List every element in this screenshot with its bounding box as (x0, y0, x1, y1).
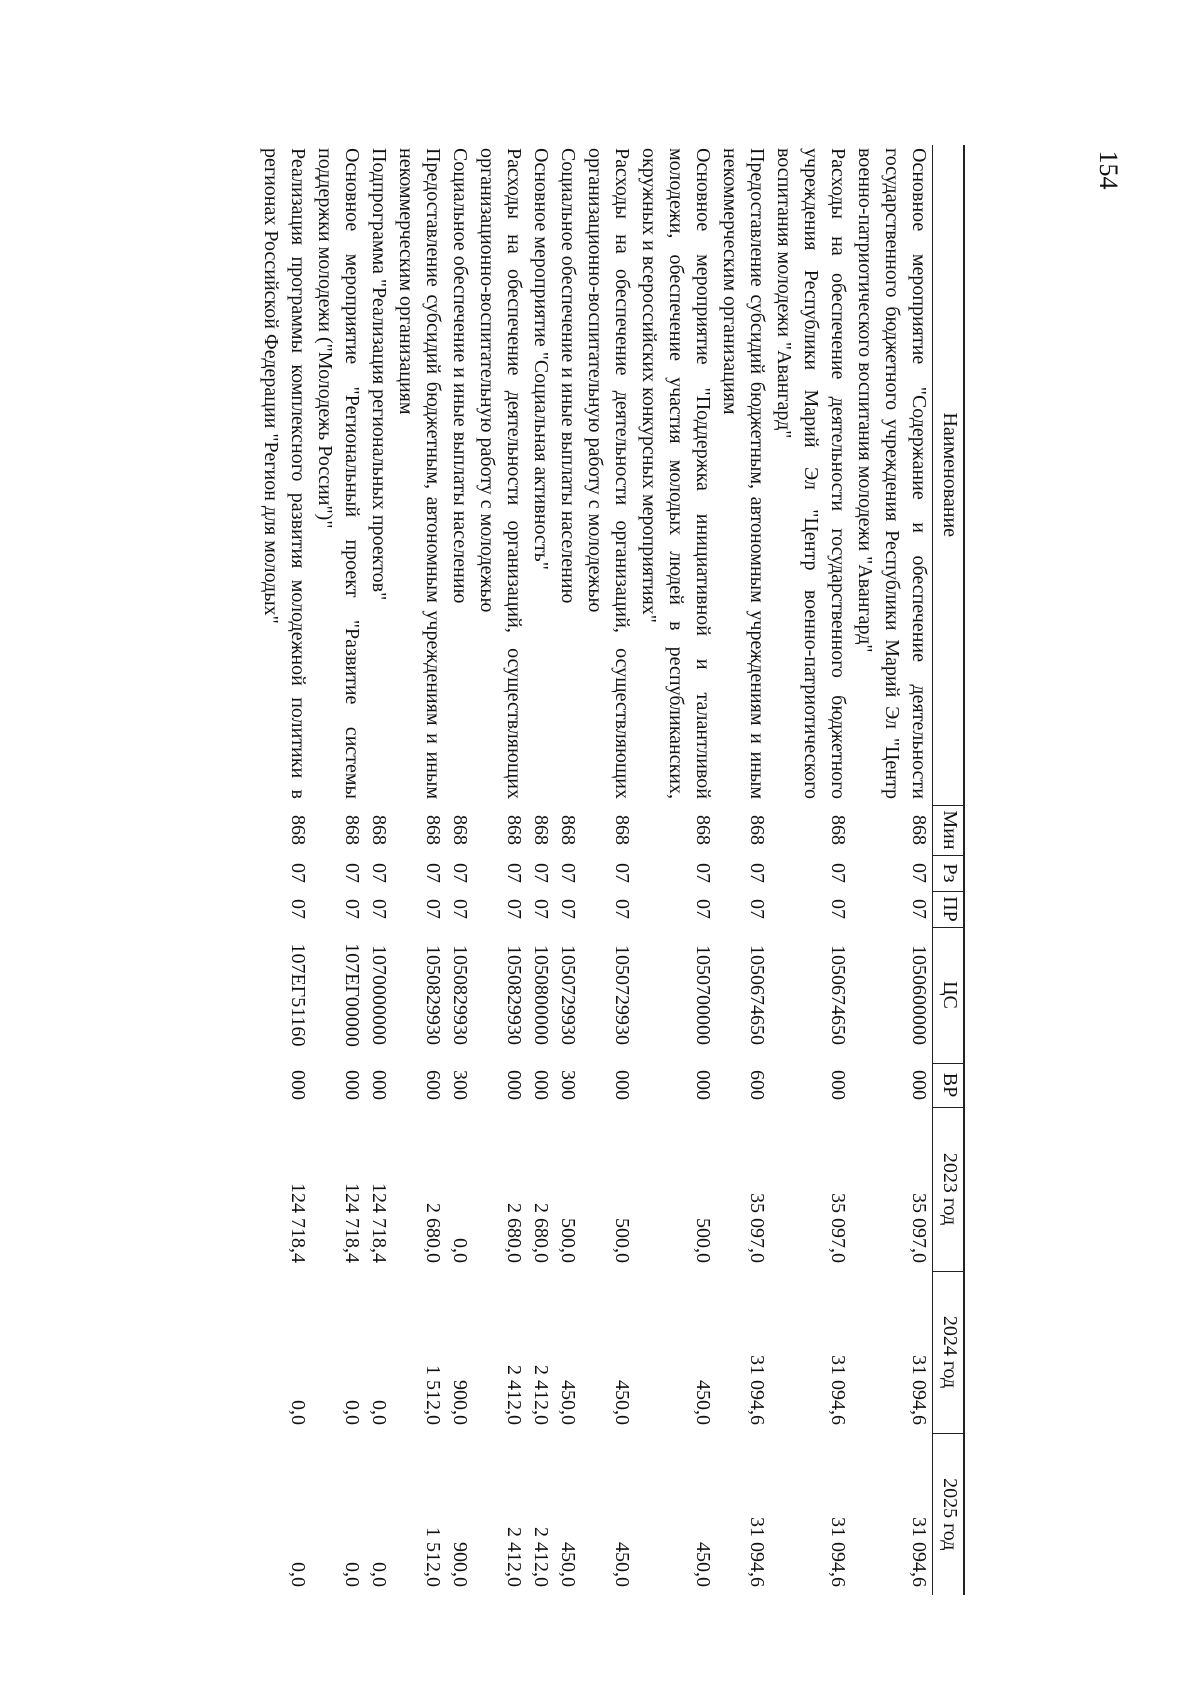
row-value-2025: 31 094,6 (827, 1517, 849, 1587)
table-row (635, 145, 716, 1595)
row-name: Социальное обеспечение и иные выплаты населению (449, 148, 471, 604)
row-cs: 107ЕГ00000 (341, 943, 363, 1047)
table-header (933, 145, 965, 1595)
row-name: Подпрограмма "Реализация региональных проектов" (368, 148, 390, 601)
row-cs: 1050729930 (611, 945, 633, 1045)
row-pr: 07 (611, 899, 633, 919)
row-min: 868 (692, 815, 714, 845)
row-vr: 600 (422, 1070, 444, 1100)
row-name: Расходы на обеспечение деятельности государственного бюджетного учреждения Республики Марий Эл "Центр военно-патриотического воспитания молодежи "Авангард" (773, 148, 849, 799)
row-value-2023: 2 680,0 (530, 1203, 552, 1263)
table-row (716, 145, 770, 1595)
row-pr: 07 (746, 899, 768, 919)
row-min: 868 (341, 815, 363, 845)
table-row (851, 145, 933, 1595)
row-rz: 07 (611, 863, 633, 883)
row-name: Социальное обеспечение и иные выплаты населению (557, 148, 579, 604)
row-cs: 1050800000 (530, 945, 552, 1045)
row-min: 868 (611, 815, 633, 845)
table-row (311, 145, 365, 1595)
row-value-2024: 31 094,6 (746, 1355, 768, 1425)
row-value-2024: 450,0 (557, 1380, 579, 1425)
row-value-2023: 124 718,4 (368, 1183, 390, 1263)
row-min: 868 (422, 815, 444, 845)
row-value-2025: 0,0 (287, 1562, 309, 1587)
row-min: 868 (827, 815, 849, 845)
row-pr: 07 (422, 899, 444, 919)
row-cs: 1050674650 (746, 945, 768, 1045)
row-pr: 07 (557, 899, 579, 919)
column-header-2025: 2025 год (933, 1433, 965, 1595)
table-row (392, 145, 446, 1595)
table-row (554, 145, 581, 1595)
row-value-2025: 31 094,6 (908, 1517, 930, 1587)
header-row (933, 145, 965, 1595)
row-value-2025: 31 094,6 (746, 1517, 768, 1587)
row-cs: 1050829930 (449, 945, 471, 1045)
column-header-min: Мин (933, 805, 965, 855)
row-value-2023: 124 718,4 (341, 1183, 363, 1263)
table-row (770, 145, 851, 1595)
table-body (257, 145, 933, 1595)
column-header-vr: ВР (933, 1063, 965, 1107)
row-value-2024: 450,0 (692, 1380, 714, 1425)
row-vr: 000 (530, 1070, 552, 1100)
row-vr: 000 (368, 1070, 390, 1100)
row-value-2023: 500,0 (557, 1218, 579, 1263)
row-pr: 07 (908, 899, 930, 919)
row-name: Расходы на обеспечение деятельности организаций, осуществляющих организационно-воспитательную работу с молодежью (476, 148, 525, 799)
row-cs: 1050729930 (557, 945, 579, 1045)
row-cs: 1050829930 (422, 945, 444, 1045)
row-pr: 07 (503, 899, 525, 919)
table-row (527, 145, 554, 1595)
row-value-2025: 450,0 (692, 1542, 714, 1587)
row-value-2024: 450,0 (611, 1380, 633, 1425)
row-cs: 107ЕГ51160 (287, 943, 309, 1047)
row-value-2025: 450,0 (557, 1542, 579, 1587)
row-value-2023: 2 680,0 (422, 1203, 444, 1263)
row-vr: 000 (827, 1070, 849, 1100)
row-rz: 07 (449, 863, 471, 883)
row-value-2023: 500,0 (692, 1218, 714, 1263)
column-header-pr: ПР (933, 891, 965, 927)
row-value-2024: 0,0 (341, 1400, 363, 1425)
row-name: Основное мероприятие "Поддержка инициативной и талантливой молодежи, обеспечение участия молодых людей в республиканских, окружных и всероссийских конкурсных мероприятиях" (638, 148, 714, 799)
row-min: 868 (287, 815, 309, 845)
row-value-2024: 2 412,0 (530, 1365, 552, 1425)
row-rz: 07 (503, 863, 525, 883)
row-value-2023: 0,0 (449, 1238, 471, 1263)
budget-table (257, 145, 965, 1595)
row-rz: 07 (557, 863, 579, 883)
row-value-2025: 2 412,0 (530, 1527, 552, 1587)
budget-table-sheet (205, 145, 965, 1595)
row-rz: 07 (692, 863, 714, 883)
row-pr: 07 (827, 899, 849, 919)
column-header-cs: ЦС (933, 927, 965, 1063)
column-header-name: Наименование (933, 145, 965, 805)
row-min: 868 (530, 815, 552, 845)
column-header-2024: 2024 год (933, 1271, 965, 1433)
row-name: Основное мероприятие "Социальная активность" (530, 148, 552, 570)
row-vr: 600 (746, 1070, 768, 1100)
row-value-2024: 1 512,0 (422, 1365, 444, 1425)
row-cs: 1070000000 (368, 945, 390, 1045)
row-rz: 07 (908, 863, 930, 883)
table-row (257, 145, 311, 1595)
row-name: Предоставление субсидий бюджетным, автономным учреждениям и иным некоммерческим организациям (719, 148, 768, 799)
row-value-2025: 450,0 (611, 1542, 633, 1587)
row-name: Реализация программы комплексного развития молодежной политики в регионах Российской Федерации "Регион для молодых" (260, 148, 309, 799)
row-value-2024: 31 094,6 (827, 1355, 849, 1425)
row-min: 868 (908, 815, 930, 845)
row-vr: 300 (449, 1070, 471, 1100)
row-value-2024: 900,0 (449, 1380, 471, 1425)
row-rz: 07 (827, 863, 849, 883)
row-value-2025: 1 512,0 (422, 1527, 444, 1587)
row-pr: 07 (449, 899, 471, 919)
row-value-2025: 2 412,0 (503, 1527, 525, 1587)
row-pr: 07 (368, 899, 390, 919)
row-name: Основное мероприятие "Региональный проект "Развитие системы поддержки молодежи ("Молодежь России")" (314, 148, 363, 799)
row-vr: 000 (503, 1070, 525, 1100)
row-value-2023: 2 680,0 (503, 1203, 525, 1263)
row-value-2023: 35 097,0 (746, 1193, 768, 1263)
table-row (473, 145, 527, 1595)
row-rz: 07 (341, 863, 363, 883)
row-min: 868 (449, 815, 471, 845)
row-value-2025: 0,0 (368, 1562, 390, 1587)
row-value-2025: 900,0 (449, 1542, 471, 1587)
row-pr: 07 (530, 899, 552, 919)
row-pr: 07 (287, 899, 309, 919)
row-pr: 07 (341, 899, 363, 919)
row-rz: 07 (530, 863, 552, 883)
row-pr: 07 (692, 899, 714, 919)
row-rz: 07 (287, 863, 309, 883)
row-value-2024: 2 412,0 (503, 1365, 525, 1425)
row-cs: 1050600000 (908, 945, 930, 1045)
row-name: Основное мероприятие "Содержание и обеспечение деятельности государственного бюджетного учреждения Республики Марий Эл "Центр военно-патриотического воспитания молодежи "Авангард" (854, 148, 930, 799)
row-value-2023: 124 718,4 (287, 1183, 309, 1263)
column-header-rz: Рз (933, 855, 965, 891)
row-value-2023: 500,0 (611, 1218, 633, 1263)
page-number: 154 (1094, 150, 1123, 190)
row-rz: 07 (746, 863, 768, 883)
table-row (446, 145, 473, 1595)
row-value-2025: 0,0 (341, 1562, 363, 1587)
row-rz: 07 (422, 863, 444, 883)
row-min: 868 (368, 815, 390, 845)
row-name: Расходы на обеспечение деятельности организаций, осуществляющих организационно-воспитательную работу с молодежью (584, 148, 633, 799)
column-header-2023: 2023 год (933, 1107, 965, 1271)
row-vr: 000 (908, 1070, 930, 1100)
row-cs: 1050829930 (503, 945, 525, 1045)
row-value-2023: 35 097,0 (827, 1193, 849, 1263)
row-min: 868 (746, 815, 768, 845)
row-min: 868 (503, 815, 525, 845)
row-value-2024: 0,0 (287, 1400, 309, 1425)
row-value-2024: 0,0 (368, 1400, 390, 1425)
row-value-2023: 35 097,0 (908, 1193, 930, 1263)
table-row (365, 145, 392, 1595)
row-cs: 1050674650 (827, 945, 849, 1045)
row-name: Предоставление субсидий бюджетным, автономным учреждениям и иным некоммерческим организациям (395, 148, 444, 799)
row-vr: 000 (611, 1070, 633, 1100)
row-value-2024: 31 094,6 (908, 1355, 930, 1425)
row-vr: 300 (557, 1070, 579, 1100)
row-rz: 07 (368, 863, 390, 883)
row-vr: 000 (287, 1070, 309, 1100)
table-row (581, 145, 635, 1595)
row-vr: 000 (341, 1070, 363, 1100)
row-vr: 000 (692, 1070, 714, 1100)
row-cs: 1050700000 (692, 945, 714, 1045)
row-min: 868 (557, 815, 579, 845)
